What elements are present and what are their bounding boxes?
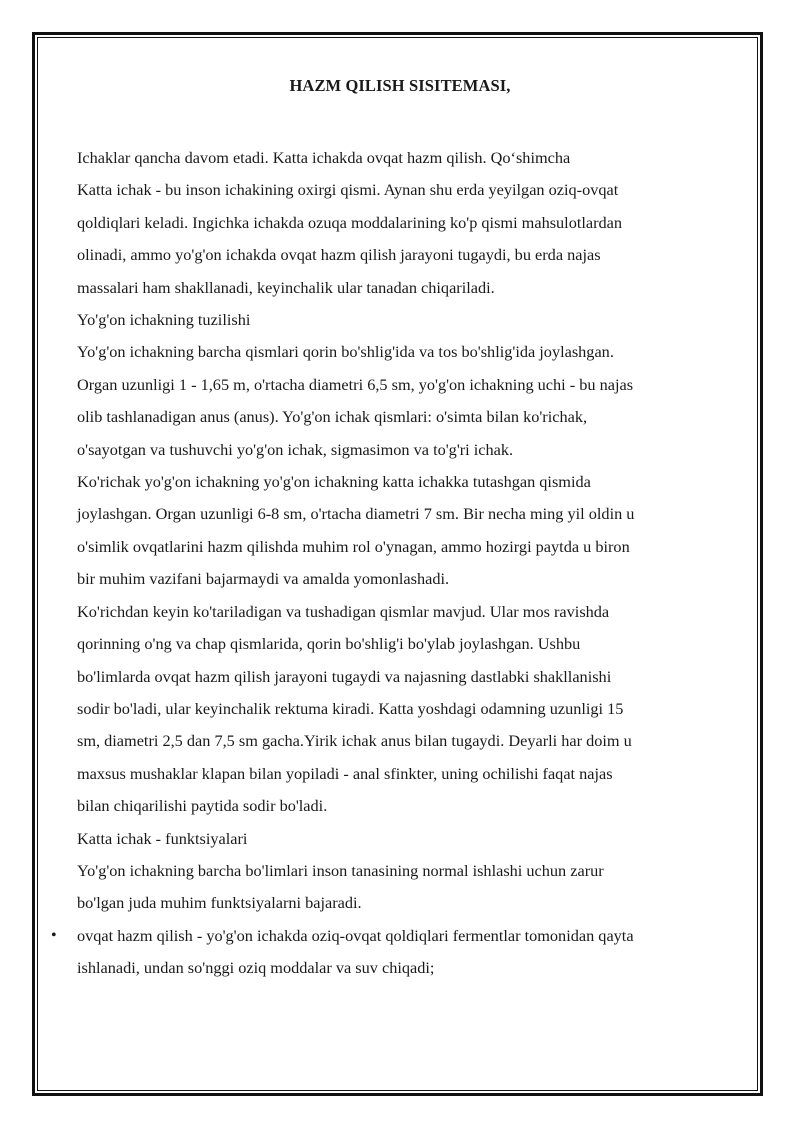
- body-line: Organ uzunligi 1 - 1,65 m, o'rtacha diametri 6,5 sm, yo'g'on ichakning uchi - bu najas: [77, 374, 634, 394]
- body-line: olinadi, ammo yo'g'on ichakda ovqat hazm qilish jarayoni tugaydi, bu erda najas: [77, 245, 601, 265]
- section-heading: Katta ichak - funktsiyalari: [77, 828, 248, 848]
- body-line: Katta ichak - bu inson ichakining oxirgi qismi. Aynan shu erda yeyilgan oziq-ovqat: [77, 180, 619, 200]
- body-line: Ichaklar qancha davom etadi. Katta ichakda ovqat hazm qilish. Qo‘shimcha: [77, 148, 571, 167]
- body-line: bir muhim vazifani bajarmaydi va amalda yomonlashadi.: [77, 569, 450, 589]
- section-heading: Yo'g'on ichakning tuzilishi: [77, 310, 251, 330]
- bullet-line: ovqat hazm qilish - yo'g'on ichakda oziq-ovqat qoldiqlari fermentlar tomonidan qayta: [77, 925, 634, 945]
- body-line: bo'limlarda ovqat hazm qilish jarayoni tugaydi va najasning dastlabki shakllanishi: [77, 666, 612, 686]
- body-line: olib tashlanadigan anus (anus). Yo'g'on ichak qismlari: o'simta bilan ko'richak,: [77, 407, 588, 427]
- body-line: o'simlik ovqatlarini hazm qilishda muhim rol o'ynagan, ammo hozirgi paytda u biron: [77, 536, 630, 556]
- body-line: qorinning o'ng va chap qismlarida, qorin bo'shlig'i bo'ylab joylashgan. Ushbu: [77, 634, 581, 654]
- body-line: sodir bo'ladi, ular keyinchalik rektuma kiradi. Katta yoshdagi odamning uzunligi 15: [77, 698, 624, 718]
- body-line: o'sayotgan va tushuvchi yo'g'on ichak, sigmasimon va to'g'ri ichak.: [77, 439, 514, 459]
- document-title: HAZM QILISH SISITEMASI,: [289, 76, 511, 95]
- body-line: joylashgan. Organ uzunligi 6-8 sm, o'rtacha diametri 7 sm. Bir necha ming yil oldin u: [77, 504, 635, 524]
- body-line: Yo'g'on ichakning barcha bo'limlari inson tanasining normal ishlashi uchun zarur: [77, 860, 604, 880]
- body-line: Ko'richak yo'g'on ichakning yo'g'on ichakning katta ichakka tutashgan qismida: [77, 472, 591, 492]
- bullet-line: ishlanadi, undan so'nggi oziq moddalar va suv chiqadi;: [77, 958, 435, 978]
- bullet-marker: •: [51, 926, 57, 944]
- body-line: maxsus mushaklar klapan bilan yopiladi - anal sfinkter, uning ochilishi faqat najas: [77, 763, 613, 783]
- body-line: qoldiqlari keladi. Ingichka ichakda ozuqa moddalarining ko'p qismi mahsulotlardan: [77, 212, 623, 232]
- body-line: massalari ham shakllanadi, keyinchalik ular tanadan chiqariladi.: [77, 277, 495, 297]
- body-line: sm, diametri 2,5 dan 7,5 sm gacha.Yirik ichak anus bilan tugaydi. Deyarli har doim u: [77, 731, 632, 751]
- bullet-list-item: [51, 920, 737, 985]
- body-line: Ko'richdan keyin ko'tariladigan va tushadigan qismlar mavjud. Ular mos ravishda: [77, 601, 610, 621]
- document-body: [51, 142, 737, 985]
- body-line: bilan chiqarilishi paytida sodir bo'ladi.: [77, 796, 328, 816]
- body-line: bo'lgan juda muhim funktsiyalarni bajaradi.: [77, 893, 362, 913]
- body-line: Yo'g'on ichakning barcha qismlari qorin bo'shlig'ida va tos bo'shlig'ida joylashgan.: [77, 342, 614, 362]
